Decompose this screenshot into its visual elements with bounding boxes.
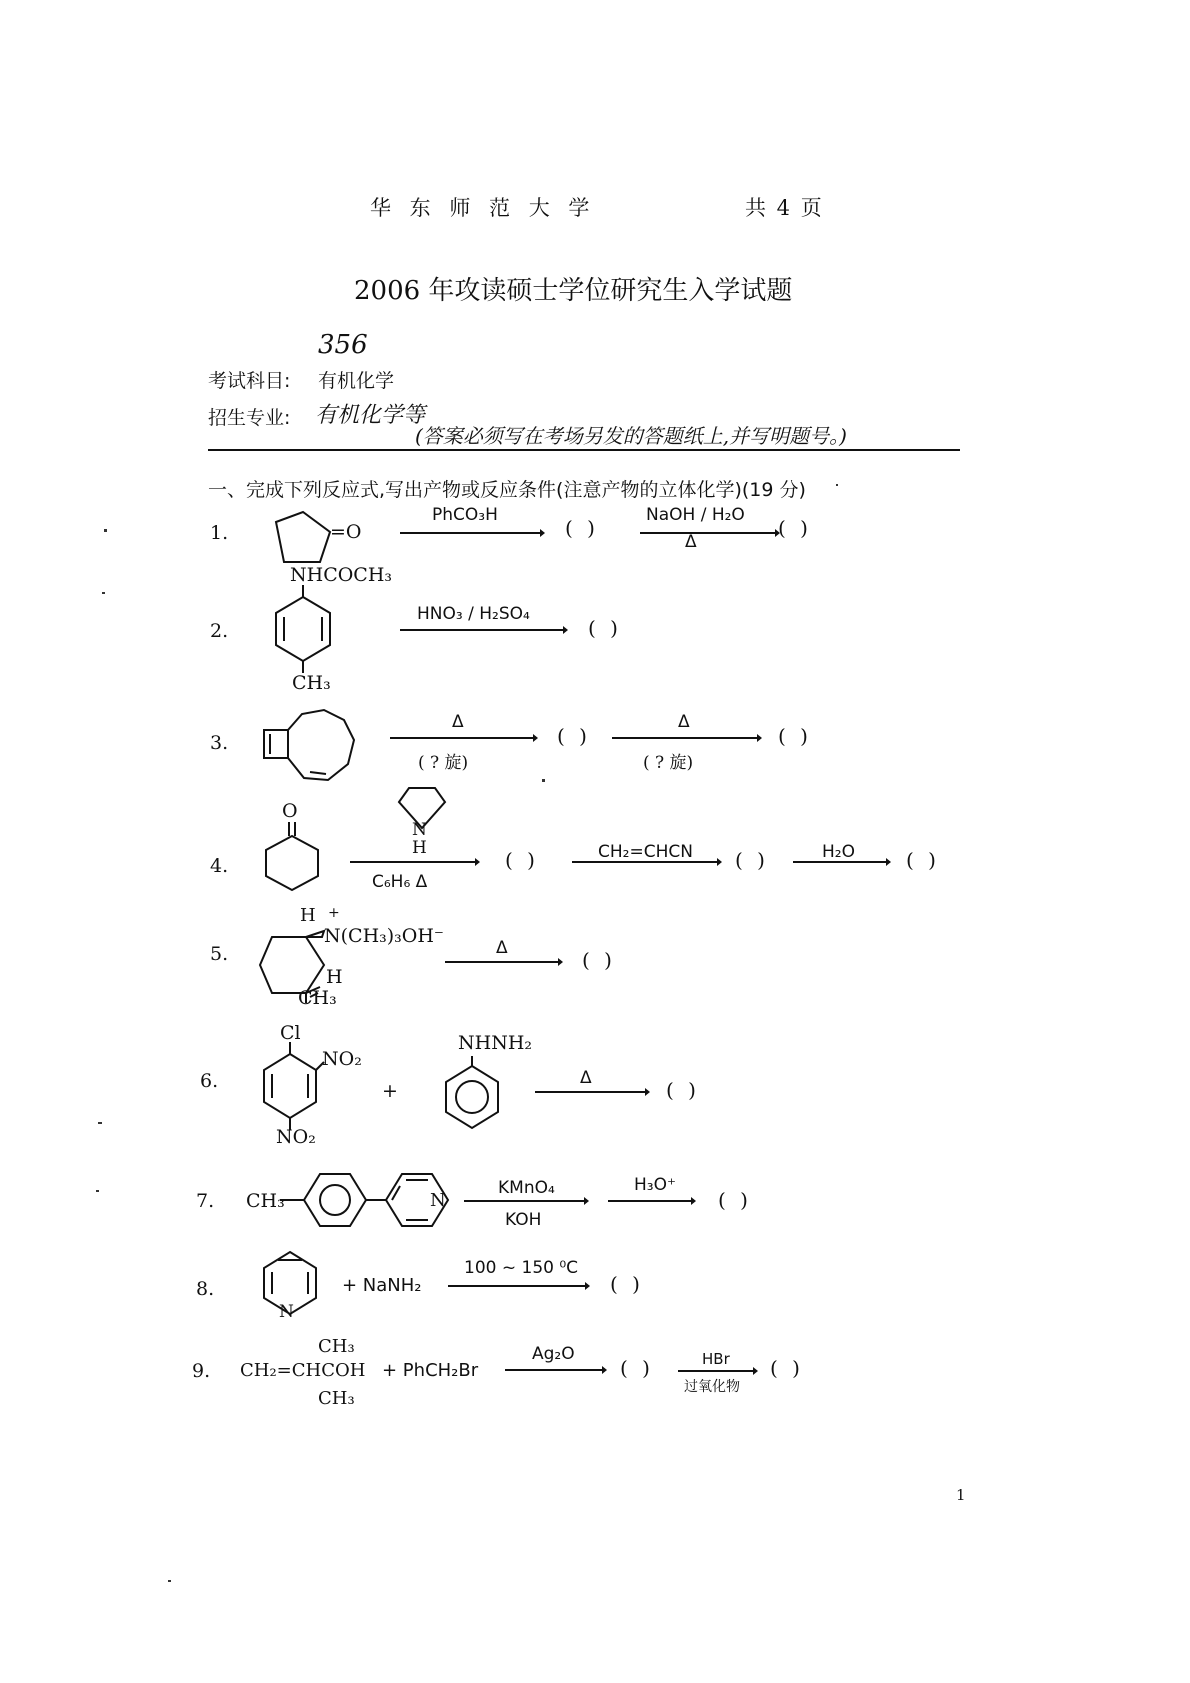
q4-amine-h: H: [412, 838, 427, 858]
q8-arrow: [448, 1281, 590, 1291]
q8-number: 8.: [196, 1278, 215, 1300]
cyclohexanone-ring: [262, 822, 332, 892]
q9-blank1: ( ): [620, 1356, 650, 1380]
q9-reagent: + PhCH₂Br: [382, 1360, 479, 1381]
q2-bottom-group: CH₃: [292, 672, 331, 694]
q2-number: 2.: [210, 620, 229, 642]
q8-blank: ( ): [610, 1272, 640, 1296]
q2-reagent: HNO₃ / H₂SO₄: [417, 604, 530, 624]
q4-number: 4.: [210, 855, 229, 877]
page-number: 1: [956, 1486, 966, 1504]
q4-amine-n: N: [412, 820, 427, 840]
answer-note: (答案必须写在考场另发的答题纸上,并写明题号。): [415, 424, 847, 448]
q9-arrow2: [678, 1366, 758, 1376]
q4-arrow3: [793, 857, 891, 867]
q7-blank: ( ): [718, 1188, 748, 1212]
q9-reagent2b: 过氧化物: [684, 1379, 740, 1395]
q4-reagent3: H₂O: [822, 842, 855, 862]
q9-reagent2: HBr: [702, 1350, 730, 1368]
q3-bicyclic-diene: [262, 708, 362, 786]
university-name: 华 东 师 范 大 学: [370, 196, 596, 220]
major-label: 招生专业:: [208, 407, 291, 429]
q5-methyl: CH₃: [298, 987, 337, 1009]
q5-h-bottom: H: [326, 966, 343, 988]
q9-number: 9.: [192, 1360, 211, 1382]
q8-condition: 100 ~ 150 ⁰C: [464, 1258, 579, 1278]
q4-blank2: ( ): [735, 848, 765, 872]
q1-reagent1: PhCO₃H: [432, 505, 498, 525]
section1-heading: 一、完成下列反应式,写出产物或反应条件(注意产物的立体化学)(19 分): [208, 479, 806, 501]
q6-arrow: [535, 1087, 650, 1097]
q9-methyl-bottom: CH₃: [318, 1388, 355, 1409]
q1-arrow1: [400, 528, 545, 538]
page-count: 共 4 页: [745, 196, 824, 220]
q7-methyl: CH₃: [246, 1190, 285, 1212]
q7-reagent2: H₃O⁺: [634, 1175, 676, 1195]
scan-speck: [96, 1190, 99, 1192]
q1-reagent2: NaOH / H₂O: [646, 505, 745, 525]
q9-blank2: ( ): [770, 1356, 800, 1380]
q2-benzene-ring: [270, 585, 340, 675]
q3-number: 3.: [210, 732, 229, 754]
q5-arrow: [445, 957, 563, 967]
q6-heat: Δ: [580, 1068, 592, 1088]
q8-reagent: + NaNH₂: [342, 1275, 422, 1296]
scan-speck: [168, 1580, 171, 1582]
q7-arrow2: [608, 1196, 696, 1206]
q4-reagent2: CH₂=CHCN: [598, 842, 693, 862]
q2-blank: ( ): [588, 616, 618, 640]
scan-speck: [542, 779, 545, 782]
q4-arrow2: [572, 857, 722, 867]
q5-plus: +: [328, 905, 340, 921]
q9-arrow1: [505, 1365, 607, 1375]
q2-top-group: NHCOCH₃: [290, 564, 393, 586]
q6-nitro-bottom: NO₂: [276, 1126, 316, 1148]
q5-ammonium-group: N(CH₃)₃OH⁻: [324, 925, 444, 947]
major-value: 有机化学等: [315, 403, 426, 428]
q6-chloro: Cl: [280, 1022, 301, 1044]
q6-plus: +: [382, 1080, 398, 1102]
q3-heat1: Δ: [452, 712, 464, 732]
subject-value: 有机化学: [318, 370, 395, 392]
q4-arrow1: [350, 857, 480, 867]
q3-cond1: ( ? 旋): [418, 753, 469, 773]
scan-speck: [102, 592, 105, 594]
q6-blank: ( ): [666, 1078, 696, 1102]
q1-number: 1.: [210, 522, 229, 544]
q3-blank1: ( ): [557, 724, 587, 748]
scan-speck: [104, 529, 107, 532]
q6-number: 6.: [200, 1070, 219, 1092]
q4-blank1: ( ): [505, 848, 535, 872]
q3-blank2: ( ): [778, 724, 808, 748]
q1-arrow2: [640, 528, 780, 538]
exam-title: 2006 年攻读硕士学位研究生入学试题: [354, 276, 793, 306]
q1-carbonyl: =O: [330, 521, 362, 543]
cyclopentanone-ring: [268, 510, 338, 570]
q7-reagent1: KMnO₄: [498, 1178, 555, 1198]
q4-cond: C₆H₆ Δ: [372, 872, 428, 892]
q3-cond2: ( ? 旋): [643, 753, 694, 773]
q5-number: 5.: [210, 943, 229, 965]
scan-speck: [98, 1122, 102, 1124]
q3-arrow2: [612, 733, 762, 743]
exam-code: 356: [318, 330, 368, 360]
q5-h-top: H: [300, 905, 316, 926]
q3-arrow1: [390, 733, 538, 743]
q9-reagent1: Ag₂O: [532, 1344, 575, 1364]
q7-arrow1: [464, 1196, 589, 1206]
q3-heat2: Δ: [678, 712, 690, 732]
q4-ketone-oxygen: O: [282, 800, 298, 822]
q9-alcohol: CH₂=CHCOH: [240, 1360, 366, 1381]
q1-blank2: ( ): [778, 516, 808, 540]
scan-speck: [836, 484, 838, 486]
q7-number: 7.: [196, 1190, 215, 1212]
q1-heat: Δ: [685, 532, 697, 552]
q2-arrow: [400, 625, 568, 635]
q5-blank: ( ): [582, 948, 612, 972]
meta-underline: [208, 449, 960, 451]
q8-pyridine-n: N: [279, 1302, 294, 1322]
q6-nitro-top: NO₂: [322, 1048, 362, 1070]
subject-label: 考试科目:: [208, 370, 291, 392]
q1-blank1: ( ): [565, 516, 595, 540]
q6-hydrazine: NHNH₂: [458, 1032, 533, 1054]
q7-reagent1b: KOH: [505, 1210, 542, 1230]
q7-pyridine-n: N: [430, 1190, 446, 1211]
q4-blank3: ( ): [906, 848, 936, 872]
q9-methyl-top: CH₃: [318, 1336, 355, 1357]
q5-heat: Δ: [496, 938, 508, 958]
q6-phenyl-ring: [440, 1056, 510, 1136]
